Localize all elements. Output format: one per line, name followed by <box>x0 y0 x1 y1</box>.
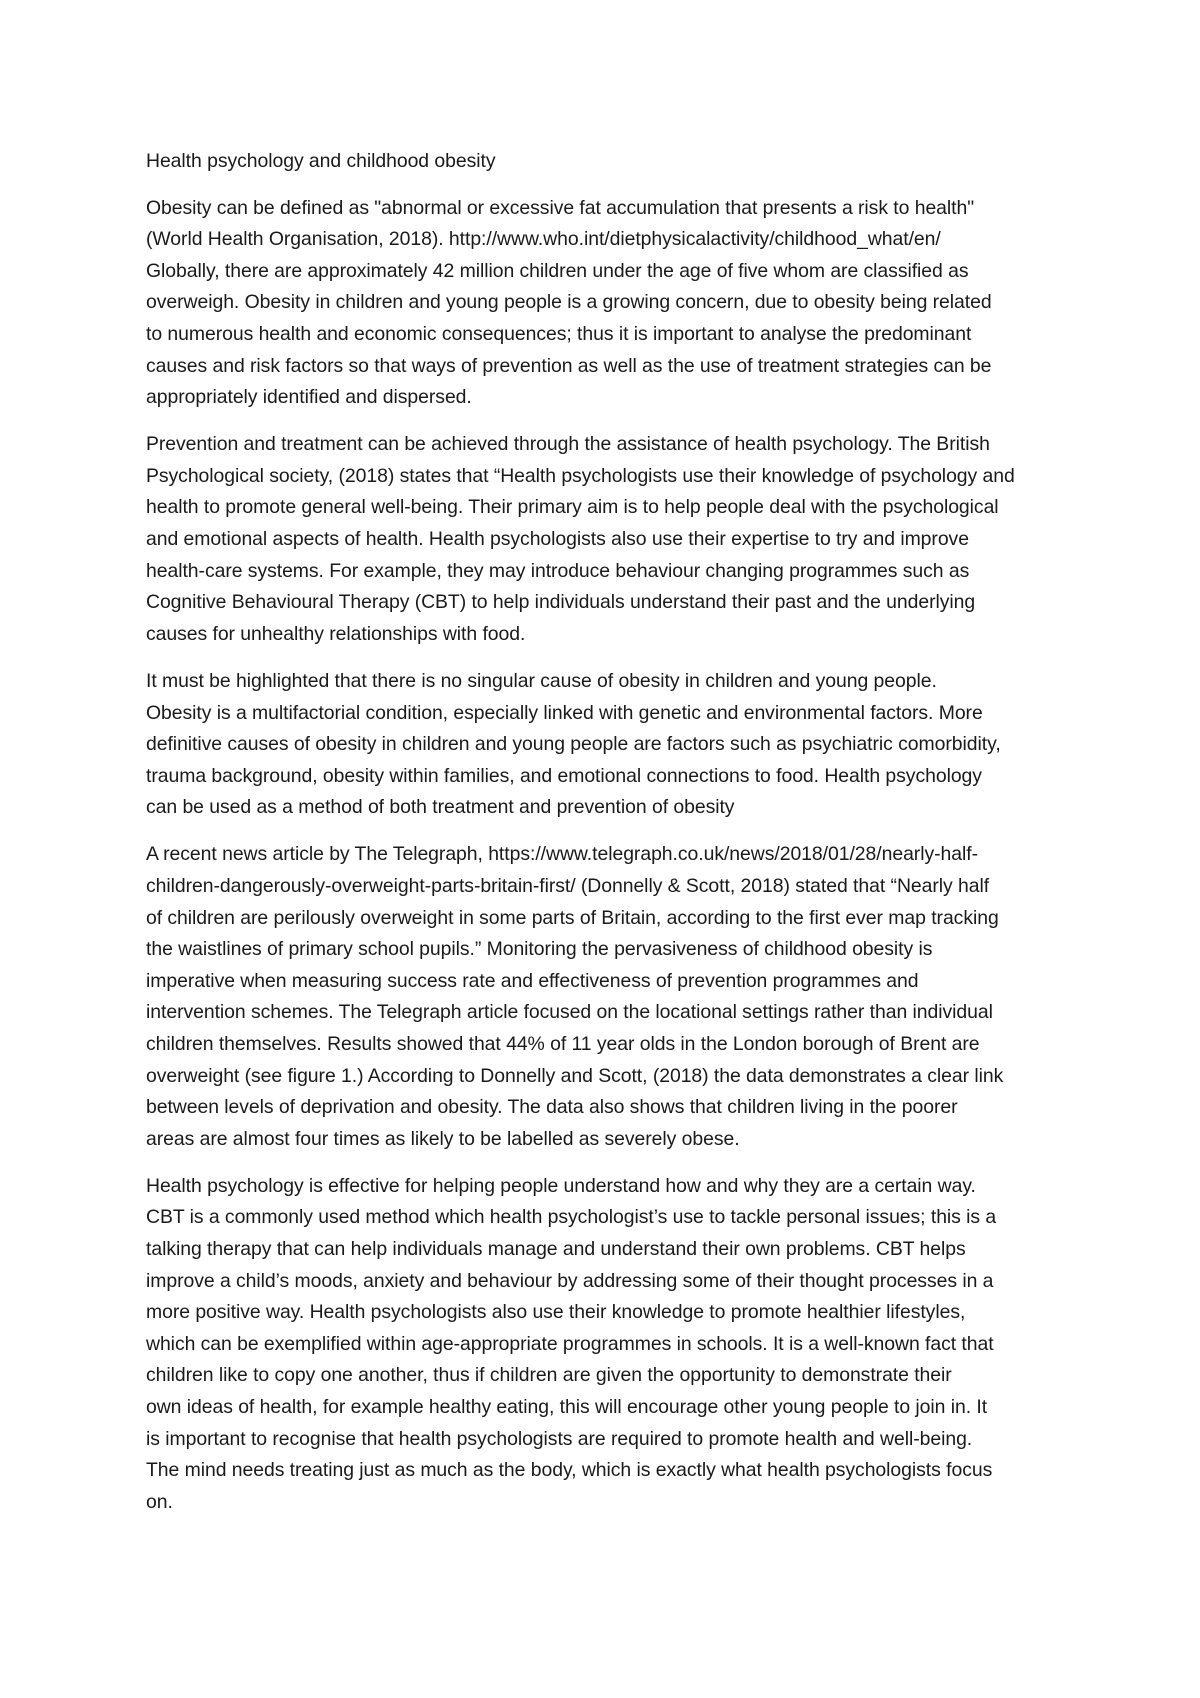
paragraph-line: trauma background, obesity within families, and emotional connections to food. Health psychology <box>146 764 982 787</box>
document-body <box>146 146 1066 1534</box>
paragraph-line: A recent news article by The Telegraph, https://www.telegraph.co.uk/news/2018/01/28/nearly-half- <box>146 843 978 866</box>
paragraph-line: The mind needs treating just as much as the body, which is exactly what health psychologists focus <box>146 1459 993 1482</box>
paragraph-line: Obesity can be defined as "abnormal or excessive fat accumulation that presents a risk to health" <box>146 196 975 219</box>
document-title: Health psychology and childhood obesity <box>146 150 496 172</box>
paragraph-line: children themselves. Results showed that 44% of 11 year olds in the London borough of Brent are <box>146 1032 980 1055</box>
paragraph-line: the waistlines of primary school pupils.” Monitoring the pervasiveness of childhood obesity is <box>146 938 933 961</box>
paragraph-line: causes for unhealthy relationships with food. <box>146 622 526 645</box>
paragraph-line: Psychological society, (2018) states that “Health psychologists use their knowledge of psychology and <box>146 464 1015 487</box>
paragraph-2 <box>146 429 1066 650</box>
paragraph-line: children-dangerously-overweight-parts-britain-first/ (Donnelly & Scott, 2018) stated that “Nearly half <box>146 874 990 897</box>
paragraph-line: can be used as a method of both treatment and prevention of obesity <box>146 796 735 819</box>
paragraph-1 <box>146 193 1066 414</box>
paragraph-line: which can be exemplified within age-appropriate programmes in schools. It is a well-known fact that <box>146 1332 994 1355</box>
paragraph-4 <box>146 839 1066 1155</box>
paragraph-line: improve a child’s moods, anxiety and behaviour by addressing some of their thought processes in a <box>146 1269 994 1292</box>
paragraph-line: CBT is a commonly used method which health psychologist’s use to tackle personal issues; this is a <box>146 1206 997 1229</box>
paragraph-line: appropriately identified and dispersed. <box>146 386 472 409</box>
paragraph-line: definitive causes of obesity in children and young people are factors such as psychiatric comorbidity, <box>146 733 1001 756</box>
paragraph-line: more positive way. Health psychologists also use their knowledge to promote healthier lifestyles, <box>146 1301 966 1324</box>
paragraph-line: between levels of deprivation and obesity. The data also shows that children living in the poorer <box>146 1096 958 1119</box>
paragraph-5 <box>146 1171 1066 1519</box>
paragraph-line: own ideas of health, for example healthy eating, this will encourage other young people to join in. It <box>146 1395 988 1418</box>
paragraph-line: overweight (see figure 1.) According to Donnelly and Scott, (2018) the data demonstrates a clear link <box>146 1064 1004 1087</box>
paragraph-line: areas are almost four times as likely to be labelled as severely obese. <box>146 1127 740 1150</box>
paragraph-line: Obesity is a multifactorial condition, especially linked with genetic and environmental factors. More <box>146 701 983 724</box>
paragraph-line: Prevention and treatment can be achieved through the assistance of health psychology. The British <box>146 433 990 456</box>
paragraph-line: (World Health Organisation, 2018). http://www.who.int/dietphysicalactivity/childhood_what/en/ <box>146 228 941 251</box>
paragraph-line: children like to copy one another, thus if children are given the opportunity to demonstrate their <box>146 1364 952 1387</box>
paragraph-line: and emotional aspects of health. Health psychologists also use their expertise to try and improve <box>146 528 969 551</box>
paragraph-3 <box>146 666 1066 824</box>
paragraph-line: imperative when measuring success rate and effectiveness of prevention programmes and <box>146 969 919 992</box>
paragraph-list <box>146 193 1066 1519</box>
paragraph-line: intervention schemes. The Telegraph article focused on the locational settings rather than individual <box>146 1001 993 1024</box>
paragraph-line: on. <box>146 1490 173 1513</box>
paragraph-line: is important to recognise that health psychologists are required to promote health and well-being. <box>146 1427 973 1450</box>
paragraph-line: health to promote general well-being. Their primary aim is to help people deal with the psychological <box>146 496 999 519</box>
paragraph-line: of children are perilously overweight in some parts of Britain, according to the first ever map tracking <box>146 906 999 929</box>
paragraph-line: Cognitive Behavioural Therapy (CBT) to help individuals understand their past and the underlying <box>146 591 976 614</box>
paragraph-line: health-care systems. For example, they may introduce behaviour changing programmes such as <box>146 559 970 582</box>
paragraph-line: causes and risk factors so that ways of prevention as well as the use of treatment strategies can be <box>146 354 992 377</box>
paragraph-line: to numerous health and economic consequences; thus it is important to analyse the predominant <box>146 322 972 345</box>
paragraph-line: Globally, there are approximately 42 million children under the age of five whom are classified as <box>146 259 969 282</box>
paragraph-line: talking therapy that can help individuals manage and understand their own problems. CBT helps <box>146 1238 966 1260</box>
paragraph-line: overweigh. Obesity in children and young people is a growing concern, due to obesity being related <box>146 291 992 314</box>
paragraph-line: It must be highlighted that there is no singular cause of obesity in children and young people. <box>146 669 937 692</box>
paragraph-line: Health psychology is effective for helping people understand how and why they are a certain way. <box>146 1174 976 1197</box>
